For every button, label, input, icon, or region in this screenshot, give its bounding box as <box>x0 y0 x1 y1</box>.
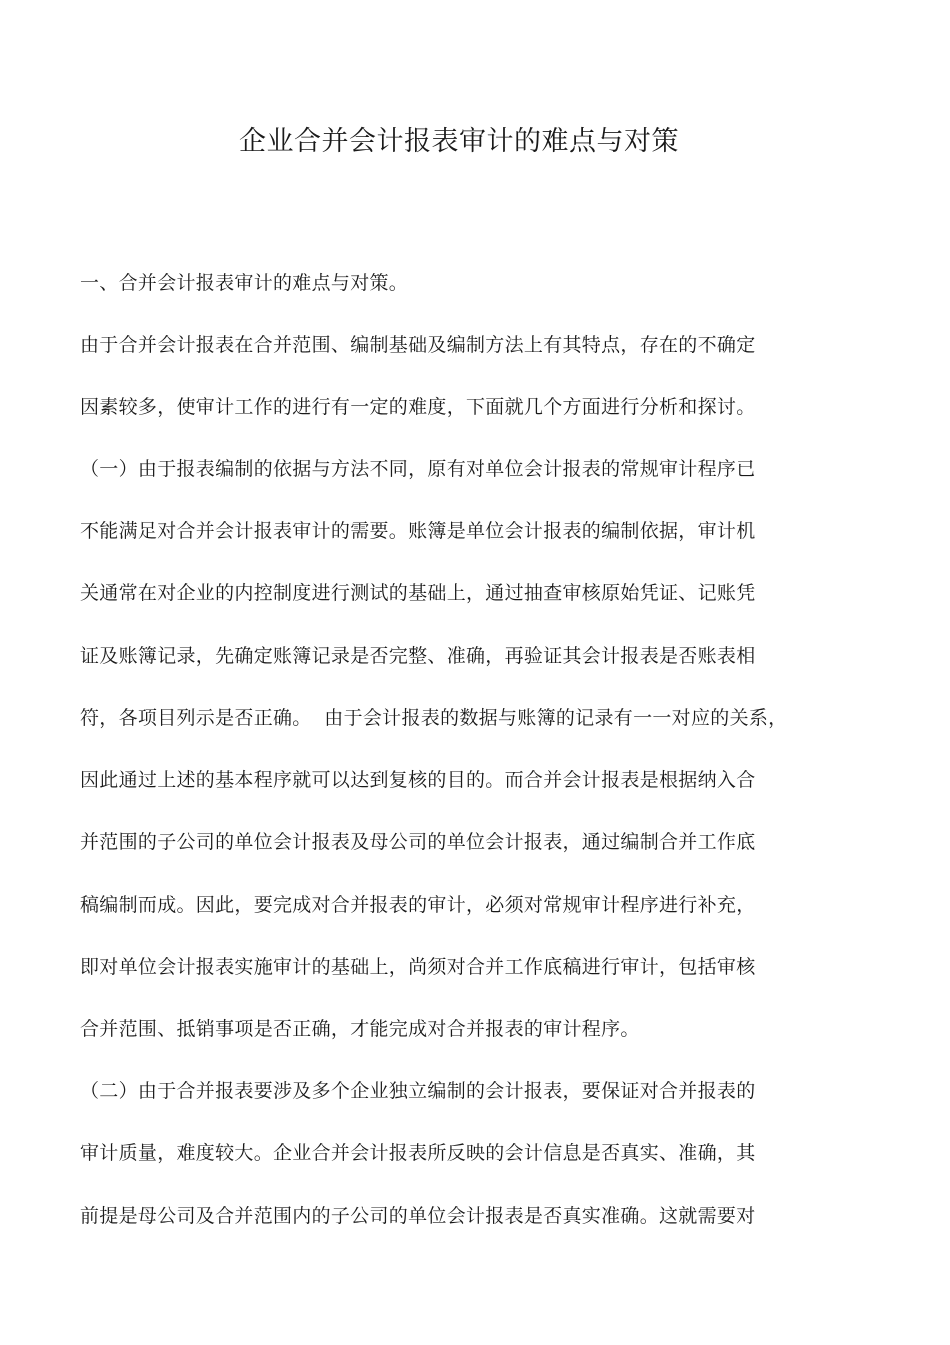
body-line: 即对单位会计报表实施审计的基础上，尚须对合并工作底稿进行审计，包括审核 <box>80 956 756 978</box>
body-line: 并范围的子公司的单位会计报表及母公司的单位会计报表，通过编制合并工作底 <box>80 831 756 853</box>
body-line: 审计质量，难度较大。企业合并会计报表所反映的会计信息是否真实、准确，其 <box>80 1142 756 1164</box>
subsection-line: （二）由于合并报表要涉及多个企业独立编制的会计报表，要保证对合并报表的 <box>80 1080 756 1102</box>
subsection-line: （一）由于报表编制的依据与方法不同，原有对单位会计报表的常规审计程序已 <box>80 458 756 480</box>
section-heading: 一、合并会计报表审计的难点与对策。 <box>80 272 409 294</box>
body-line: 关通常在对企业的内控制度进行测试的基础上，通过抽查审核原始凭证、记账凭 <box>80 582 756 604</box>
body-line: 因素较多，使审计工作的进行有一定的难度，下面就几个方面进行分析和探讨。 <box>80 396 756 418</box>
body-line: 前提是母公司及合并范围内的子公司的单位会计报表是否真实准确。这就需要对 <box>80 1205 756 1227</box>
document-title: 企业合并会计报表审计的难点与对策 <box>239 126 679 157</box>
body-line: 稿编制而成。因此，要完成对合并报表的审计，必须对常规审计程序进行补充， <box>80 894 756 916</box>
body-line: 证及账簿记录，先确定账簿记录是否完整、准确，再验证其会计报表是否账表相 <box>80 645 756 667</box>
body-line: 符，各项目列示是否正确。 由于会计报表的数据与账簿的记录有一一对应的关系， <box>80 707 788 729</box>
body-line: 由于合并会计报表在合并范围、编制基础及编制方法上有其特点，存在的不确定 <box>80 334 756 356</box>
body-line: 不能满足对合并会计报表审计的需要。账簿是单位会计报表的编制依据，审计机 <box>80 520 756 542</box>
body-line: 因此通过上述的基本程序就可以达到复核的目的。而合并会计报表是根据纳入合 <box>80 769 756 791</box>
body-line: 合并范围、抵销事项是否正确，才能完成对合并报表的审计程序。 <box>80 1018 640 1040</box>
